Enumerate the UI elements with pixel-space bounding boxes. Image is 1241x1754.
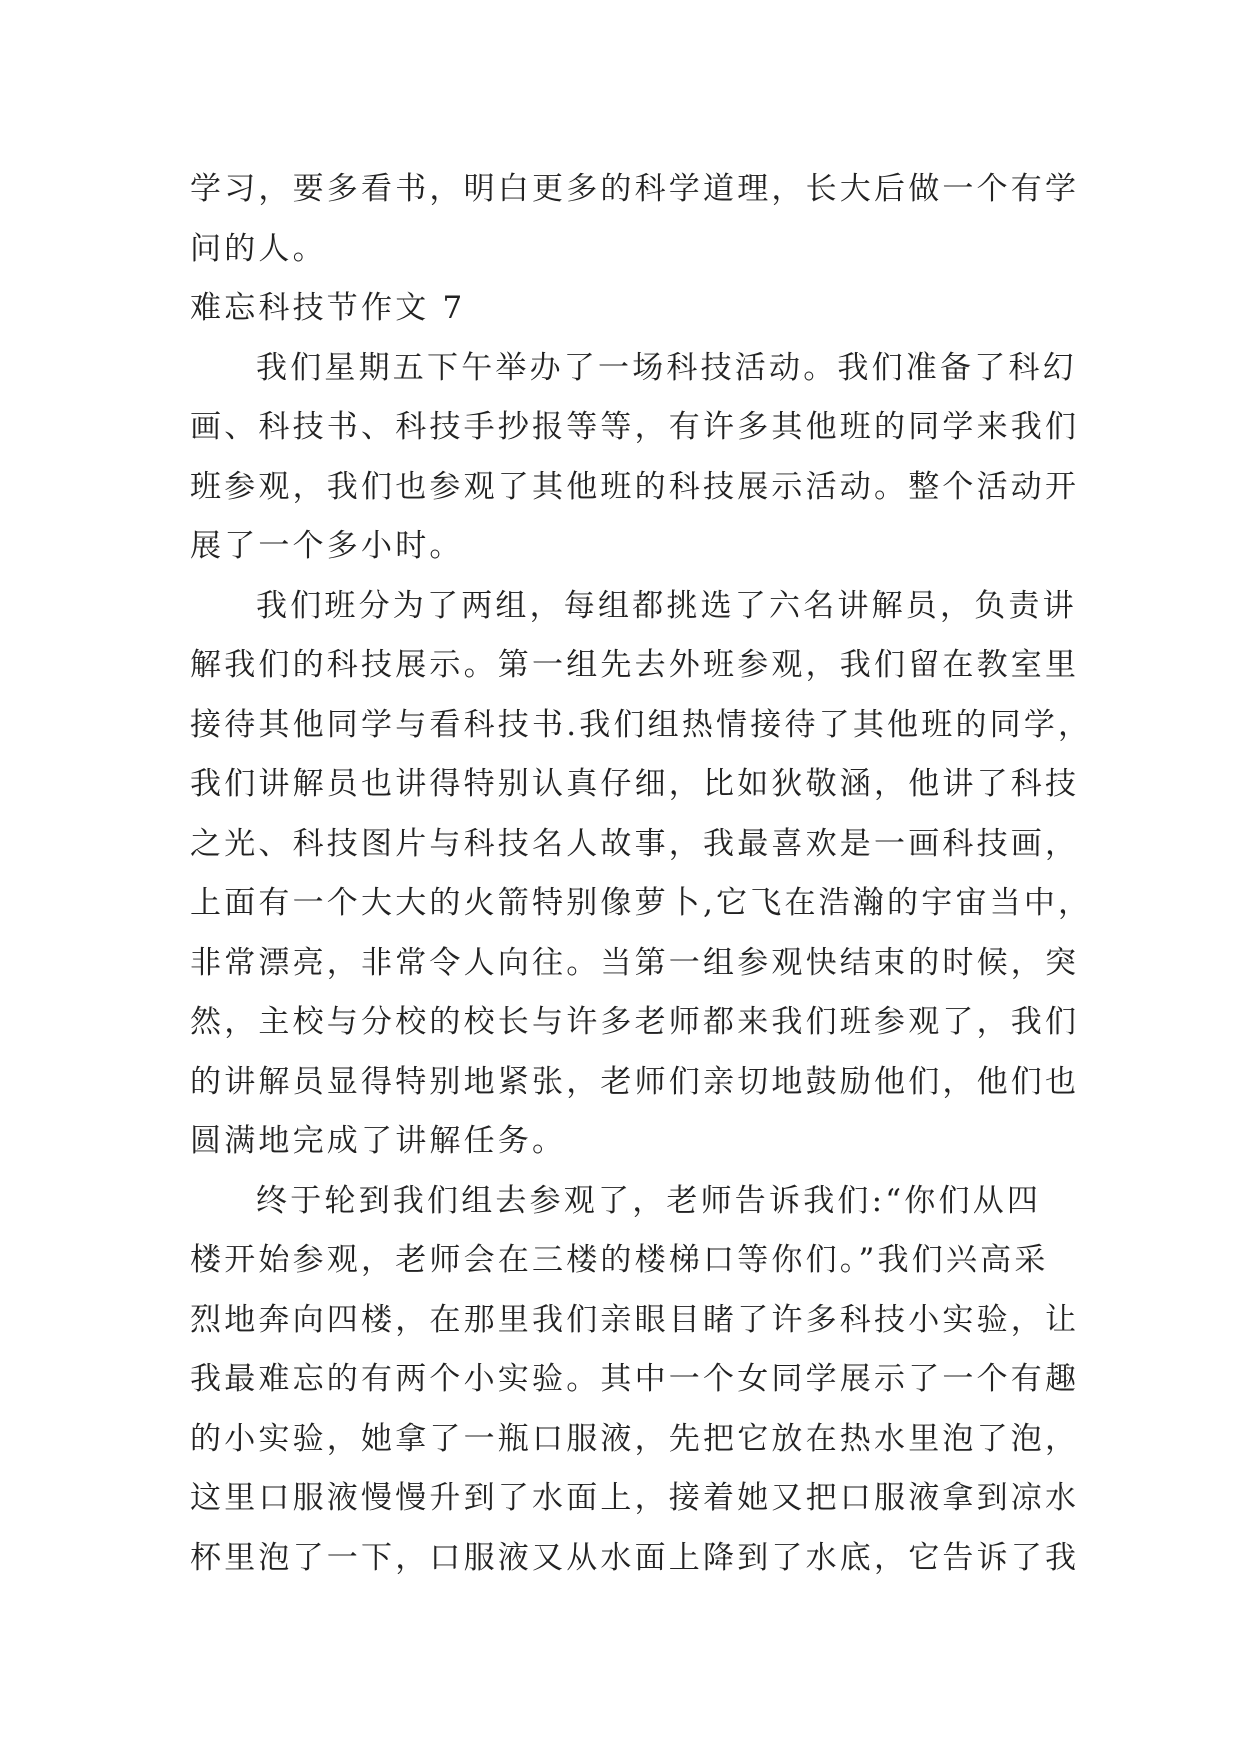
- text-line: 这里口服液慢慢升到了水面上，接着她又把口服液拿到凉水: [190, 1480, 1080, 1516]
- text-line: 问的人。: [190, 230, 327, 267]
- text-line: 的小实验，她拿了一瓶口服液，先把它放在热水里泡了泡，: [190, 1420, 1080, 1457]
- text-line: 非常漂亮，非常令人向往。当第一组参观快结束的时候，突: [190, 944, 1080, 981]
- text-line: 的讲解员显得特别地紧张，老师们亲切地鼓励他们，他们也: [190, 1063, 1080, 1100]
- section-heading: 难忘科技节作文 7: [190, 290, 466, 326]
- text-line: 上面有一个大大的火箭特别像萝卜,它飞在浩瀚的宇宙当中，: [190, 885, 1093, 921]
- text-line: 我们讲解员也讲得特别认真仔细，比如狄敬涵，他讲了科技: [190, 766, 1080, 802]
- text-line: 烈地奔向四楼，在那里我们亲眼目睹了许多科技小实验，让: [190, 1301, 1080, 1338]
- paragraph-first-line: 终于轮到我们组去参观了，老师告诉我们:“你们从四: [256, 1182, 1042, 1219]
- text-line: 楼开始参观，老师会在三楼的楼梯口等你们。”我们兴高采: [190, 1242, 1049, 1278]
- text-line: 画、科技书、科技手抄报等等，有许多其他班的同学来我们: [190, 409, 1080, 445]
- paragraph-first-line: 我们班分为了两组，每组都挑选了六名讲解员，负责讲: [256, 587, 1077, 624]
- text-line: 圆满地完成了讲解任务。: [190, 1123, 567, 1159]
- text-line: 班参观，我们也参观了其他班的科技展示活动。整个活动开: [190, 468, 1080, 505]
- paragraph-first-line: 我们星期五下午举办了一场科技活动。我们准备了科幻: [256, 349, 1077, 386]
- text-line: 然，主校与分校的校长与许多老师都来我们班参观了，我们: [190, 1004, 1080, 1040]
- text-line: 之光、科技图片与科技名人故事，我最喜欢是一画科技画，: [190, 825, 1080, 862]
- text-line: 接待其他同学与看科技书.我们组热情接待了其他班的同学，: [190, 706, 1093, 743]
- text-line: 学习，要多看书，明白更多的科学道理，长大后做一个有学: [190, 171, 1080, 207]
- text-line: 我最难忘的有两个小实验。其中一个女同学展示了一个有趣: [190, 1361, 1080, 1397]
- text-line: 解我们的科技展示。第一组先去外班参观，我们留在教室里: [190, 647, 1080, 683]
- text-line: 展了一个多小时。: [190, 528, 464, 564]
- text-line: 杯里泡了一下，口服液又从水面上降到了水底，它告诉了我: [190, 1539, 1080, 1576]
- document-body: [190, 160, 1093, 1588]
